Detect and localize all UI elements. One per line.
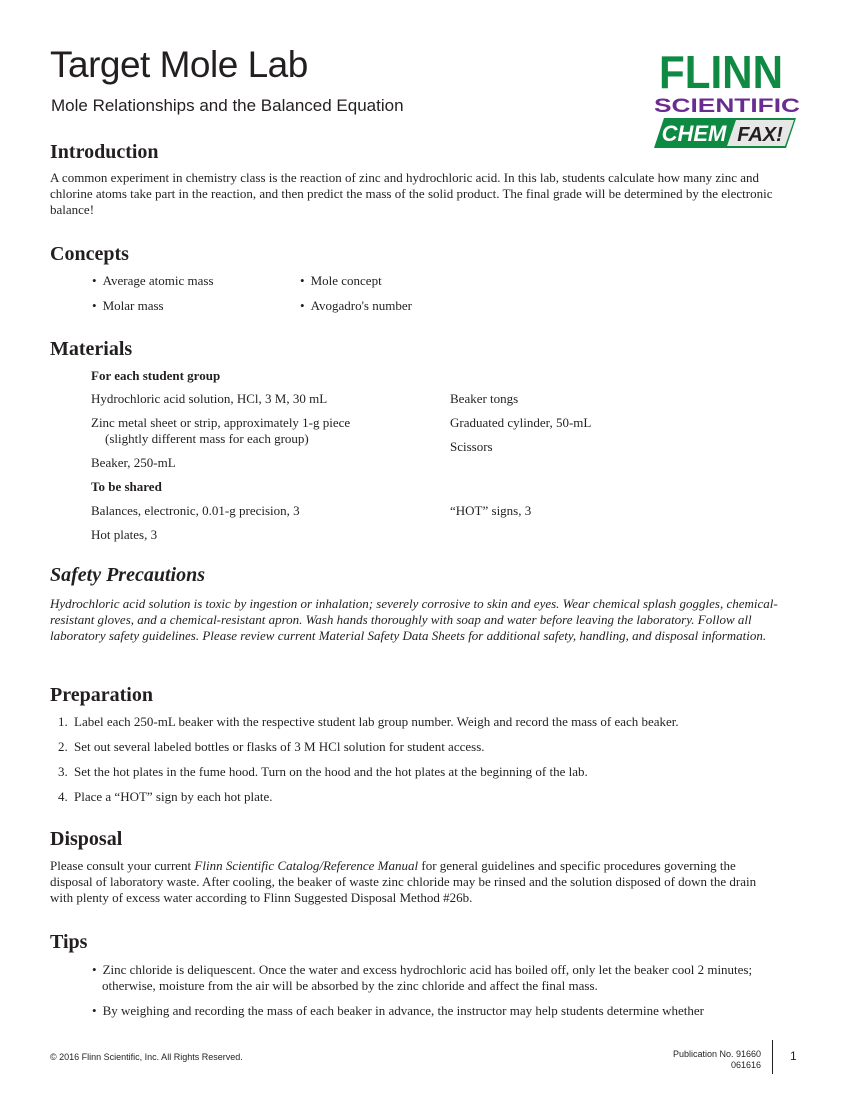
material-note: (slightly different mass for each group)	[105, 431, 309, 446]
preparation-step: 4. Place a “HOT” sign by each hot plate.	[58, 789, 273, 804]
tips-heading: Tips	[50, 931, 88, 953]
concept-item: • Molar mass	[92, 298, 164, 314]
material-item: Balances, electronic, 0.01-g precision, 3	[91, 503, 300, 518]
material-item: Beaker tongs	[450, 391, 519, 406]
material-item: Zinc metal sheet or strip, approximately 1-g piece	[91, 415, 351, 430]
preparation-step: 3. Set the hot plates in the fume hood. Turn on the hood and the hot plates at the beginning of the lab.	[58, 764, 588, 779]
tip-item: • Zinc chloride is deliquescent. Once the water and excess hydrochloric acid has boiled off, only let the beaker cool 2 minutes; otherwise, moisture from the air will be absorbed by the zinc chloride and affect the final mass.	[92, 962, 782, 994]
preparation-heading: Preparation	[50, 684, 153, 706]
disposal-text: Please consult your current Flinn Scientific Catalog/Reference Manual for general guidelines and specific procedures governing the disposal of laboratory waste. After cooling, the beaker of waste zinc chloride may be rinsed and the solution disposed of down the drain with plenty of excess water according to Flinn Suggested Disposal Method #26b.	[50, 858, 757, 905]
materials-shared-label: To be shared	[91, 479, 162, 494]
concept-item: • Average atomic mass	[92, 273, 214, 289]
concepts-heading: Concepts	[50, 243, 129, 265]
page-number: 1	[790, 1049, 797, 1063]
introduction-heading: Introduction	[50, 141, 159, 163]
page-subtitle: Mole Relationships and the Balanced Equation	[51, 96, 404, 115]
footer-divider	[772, 1040, 773, 1074]
introduction-text: A common experiment in chemistry class is the reaction of zinc and hydrochloric acid. In this lab, students calculate how many zinc and chlorine atoms take part in the reaction, and then predict the mass of the solid product. The final grade will be determined by the electronic balance!	[50, 170, 773, 217]
publication-number: Publication No. 91660 061616	[672, 1049, 761, 1070]
page-title: Target Mole Lab	[50, 44, 308, 85]
safety-heading: Safety Precautions	[50, 564, 205, 586]
materials-group-label: For each student group	[91, 368, 221, 383]
material-item: “HOT” signs, 3	[450, 503, 532, 518]
concept-item: • Avogadro's number	[300, 298, 412, 314]
copyright-notice: © 2016 Flinn Scientific, Inc. All Rights Reserved.	[50, 1052, 243, 1062]
svg-text:FLINN: FLINN	[659, 48, 783, 98]
preparation-step: 2. Set out several labeled bottles or flasks of 3 M HCl solution for student access.	[58, 739, 485, 754]
tip-item: • By weighing and recording the mass of each beaker in advance, the instructor may help students determine whether	[92, 1003, 782, 1019]
preparation-step: 1. Label each 250-mL beaker with the respective student lab group number. Weigh and record the mass of each beaker.	[58, 714, 679, 729]
svg-text:CHEM: CHEM	[661, 121, 727, 146]
material-item: Scissors	[450, 439, 493, 454]
materials-heading: Materials	[50, 338, 133, 360]
material-item: Graduated cylinder, 50-mL	[450, 415, 592, 430]
flinn-chemfax-logo	[640, 48, 802, 152]
concept-item: • Mole concept	[300, 273, 382, 289]
svg-text:SCIENTIFIC: SCIENTIFIC	[654, 96, 801, 117]
svg-text:FAX!: FAX!	[737, 124, 783, 146]
safety-text: Hydrochloric acid solution is toxic by ingestion or inhalation; severely corrosive to skin and eyes. Wear chemical splash goggles, chemical-resistant gloves, and a chemical-resistant apron. Wash hands thoroughly with soap and water before leaving the laboratory. Follow all laboratory safety guidelines. Please review current Material Safety Data Sheets for additional safety, handling, and disposal information.	[50, 596, 778, 643]
disposal-heading: Disposal	[50, 828, 123, 850]
material-item: Hydrochloric acid solution, HCl, 3 M, 30 mL	[91, 391, 328, 406]
material-item: Beaker, 250-mL	[91, 455, 176, 470]
material-item: Hot plates, 3	[91, 527, 158, 542]
